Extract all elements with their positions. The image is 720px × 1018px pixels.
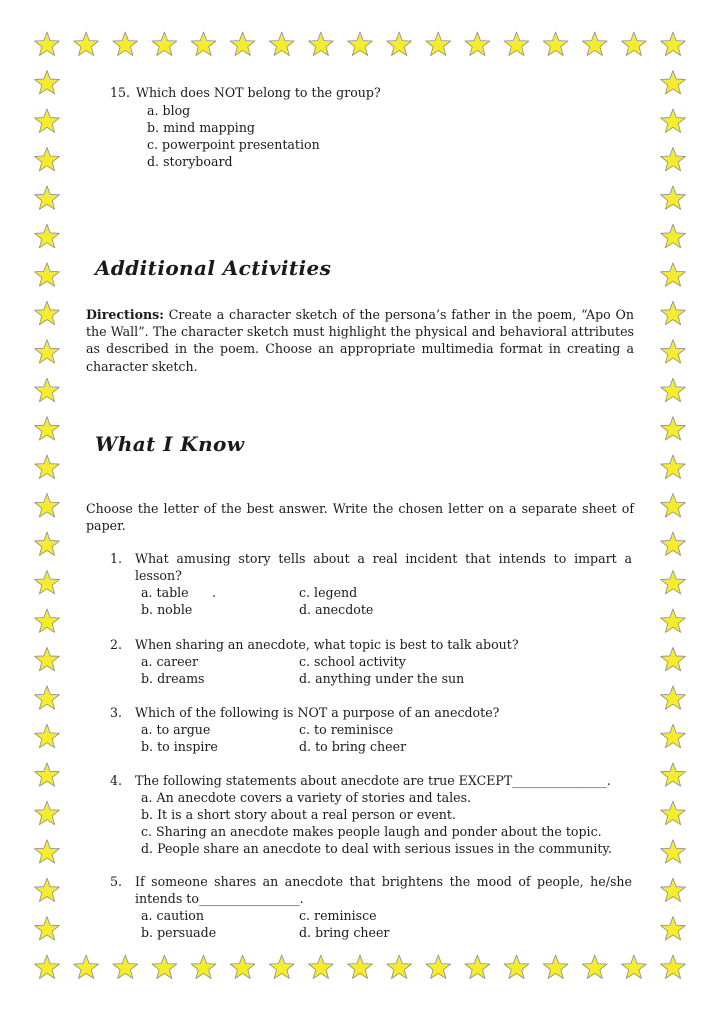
question-text: If someone shares an anecdote that brightens the mood of people, he/she intends to________________. [135, 874, 632, 906]
question-number: 15. [110, 85, 131, 100]
question-number: 5. [110, 874, 123, 889]
question-number: 3. [110, 705, 123, 720]
option-b: b. to inspire [141, 739, 218, 754]
option-d: d. bring cheer [299, 925, 390, 940]
question-number: 4. [110, 773, 123, 788]
question-3 [110, 704, 632, 758]
what-i-know-heading: What I Know [95, 432, 245, 456]
additional-activities-heading: Additional Activities [95, 256, 332, 280]
option-b: b. noble [141, 602, 193, 617]
option-c: c. powerpoint presentation [147, 137, 320, 152]
option-d: d. People share an anecdote to deal with serious issues in the community. [141, 841, 612, 856]
option-a: a. An anecdote covers a variety of stories and tales. [141, 790, 472, 805]
option-c: c. school activity [299, 654, 406, 669]
question-text: Which of the following is NOT a purpose of an anecdote? [135, 705, 500, 720]
option-d: d. anything under the sun [299, 671, 465, 686]
question-4 [110, 772, 632, 860]
question-1 [110, 550, 632, 620]
stray-mark: . [212, 585, 217, 600]
option-b: b. dreams [141, 671, 205, 686]
option-c: c. reminisce [299, 908, 377, 923]
option-a: a. career [141, 654, 199, 669]
option-c: c. Sharing an anecdote makes people laugh and ponder about the topic. [141, 824, 602, 839]
option-a: a. blog [147, 103, 191, 118]
option-a: a. caution [141, 908, 204, 923]
directions-text: Create a character sketch of the persona’s father in the poem, “Apo On the Wall”. The character sketch must highlight the physical and behavioral attributes as described in the poem. Choose an appropriate multimedia format in creating a character sketch. [86, 307, 634, 374]
question-text: Which does NOT belong to the group? [136, 85, 381, 100]
option-b: b. persuade [141, 925, 217, 940]
directions-paragraph [86, 306, 634, 375]
question-text: The following statements about anecdote are true EXCEPT_______________. [135, 773, 611, 788]
option-d: d. to bring cheer [299, 739, 407, 754]
question-2 [110, 636, 632, 690]
question-text: What amusing story tells about a real incident that intends to impart a lesson? [135, 551, 632, 583]
option-d: d. storyboard [147, 154, 233, 169]
option-a: a. table [141, 585, 189, 600]
question-5 [110, 873, 632, 943]
question-number: 1. [110, 551, 123, 566]
question-15 [110, 84, 630, 174]
option-a: a. to argue [141, 722, 211, 737]
option-d: d. anecdote [299, 602, 374, 617]
question-number: 2. [110, 637, 123, 652]
option-c: c. to reminisce [299, 722, 394, 737]
option-b: b. It is a short story about a real person or event. [141, 807, 456, 822]
directions-label: Directions: [86, 307, 164, 322]
instructions-paragraph: Choose the letter of the best answer. Write the chosen letter on a separate sheet of paper. [86, 501, 634, 534]
question-text: When sharing an anecdote, what topic is best to talk about? [135, 637, 519, 652]
option-b: b. mind mapping [147, 120, 255, 135]
option-c: c. legend [299, 585, 358, 600]
